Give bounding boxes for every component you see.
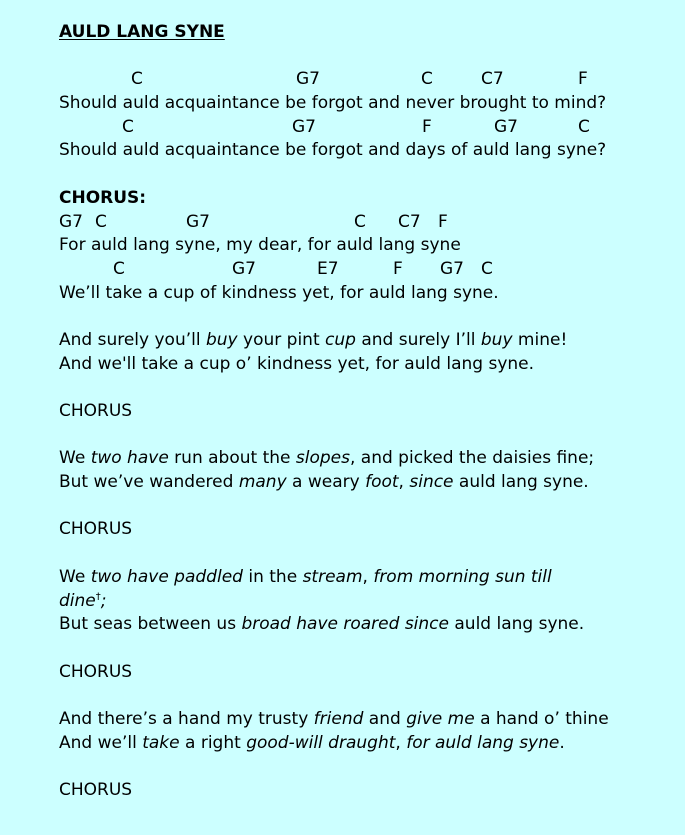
- footnote-dagger: †: [95, 590, 101, 602]
- lyric-emphasis: foot: [365, 472, 399, 493]
- chord: G7: [59, 211, 83, 232]
- chord: F: [438, 211, 448, 232]
- chord-row: [59, 116, 679, 140]
- lyric-line: [59, 566, 679, 590]
- lyric-emphasis: friend: [313, 708, 364, 729]
- lyric-text: And surely you’ll: [59, 329, 206, 350]
- spacer: [59, 495, 679, 519]
- lyric-emphasis: many: [238, 472, 287, 493]
- lyric-line: And we'll take a cup o’ kindness yet, for auld lang syne.: [59, 353, 535, 374]
- lyric-text: your pint: [237, 329, 326, 350]
- lyric-emphasis: broad have roared since: [241, 614, 449, 635]
- lyric-text: and surely I’ll: [355, 329, 481, 350]
- lyric-text: And there’s a hand my trusty: [59, 708, 314, 729]
- lyric-text: But we’ve wandered: [59, 472, 239, 493]
- chord: C: [354, 211, 366, 232]
- lyric-text: run about the: [168, 448, 296, 469]
- spacer: [59, 376, 679, 400]
- lyric-line: [59, 708, 679, 732]
- chord-row: [59, 68, 679, 92]
- lyric-line: For auld lang syne, my dear, for auld lang syne: [59, 235, 461, 256]
- chorus-heading: CHORUS:: [59, 187, 147, 208]
- chord: G7: [494, 116, 518, 137]
- spacer: [59, 424, 679, 448]
- lyric-text: in the: [242, 566, 303, 587]
- lyric-emphasis: slopes: [295, 448, 350, 469]
- lyric-emphasis: buy: [480, 329, 513, 350]
- lyric-text: ,: [395, 732, 407, 753]
- lyric-emphasis: stream: [302, 566, 363, 587]
- spacer: [59, 45, 679, 69]
- lyric-text: ,: [398, 472, 410, 493]
- spacer: [59, 305, 679, 329]
- spacer: [59, 684, 679, 708]
- lyric-emphasis: dine: [59, 590, 96, 611]
- lyric-emphasis: take: [142, 732, 180, 753]
- lyric-text: We: [59, 448, 91, 469]
- chorus-label: CHORUS: [59, 661, 133, 682]
- spacer: [59, 542, 679, 566]
- song-title: AULD LANG SYNE: [59, 22, 225, 42]
- chord: G7: [292, 116, 316, 137]
- lyric-line: [59, 613, 679, 637]
- lyric-emphasis: two have: [90, 448, 169, 469]
- lyric-line: [59, 732, 679, 756]
- lyric-line: Should auld acquaintance be forgot and never brought to mind?: [59, 93, 607, 114]
- lyric-text: and: [363, 708, 407, 729]
- lyric-emphasis: two have paddled: [90, 566, 243, 587]
- chord-row: [59, 211, 679, 235]
- lyric-line: We’ll take a cup of kindness yet, for auld lang syne.: [59, 282, 499, 303]
- lyric-emphasis: ;: [100, 590, 107, 611]
- lyric-text: But seas between us: [59, 614, 242, 635]
- lyric-text: ,: [362, 566, 374, 587]
- lyric-line: [59, 329, 679, 353]
- chord-row: [59, 258, 679, 282]
- lyric-line: [59, 590, 679, 614]
- chord: C: [113, 258, 125, 279]
- chord: C: [481, 258, 493, 279]
- lyric-text: , and picked the daisies fine;: [349, 448, 595, 469]
- lyric-text: auld lang syne.: [453, 472, 589, 493]
- lyric-line: Should auld acquaintance be forgot and days of auld lang syne?: [59, 140, 607, 161]
- spacer: [59, 163, 679, 187]
- lyric-line: [59, 447, 679, 471]
- chord: C: [131, 69, 143, 90]
- lyric-line: [59, 471, 679, 495]
- chord: F: [578, 69, 588, 90]
- chord: E7: [317, 258, 339, 279]
- lyric-emphasis: cup: [325, 329, 356, 350]
- chord: C: [95, 211, 107, 232]
- lyric-emphasis: give me: [406, 708, 475, 729]
- chorus-label: CHORUS: [59, 401, 133, 421]
- chord: C7: [481, 69, 504, 90]
- chord: F: [393, 258, 403, 279]
- spacer: [59, 637, 679, 661]
- lyric-text: .: [559, 732, 565, 753]
- chord: G7: [296, 69, 320, 90]
- chorus-label: CHORUS: [59, 519, 133, 540]
- lyric-text: We: [59, 566, 91, 587]
- lyrics-sheet: [59, 21, 679, 803]
- chord: C: [578, 116, 590, 137]
- lyric-text: a weary: [286, 472, 366, 493]
- chord: G7: [440, 258, 464, 279]
- chord: F: [422, 116, 432, 137]
- chorus-label: CHORUS: [59, 780, 133, 800]
- chord: G7: [232, 258, 256, 279]
- chord: C: [122, 116, 134, 137]
- lyric-emphasis: good-will draught: [246, 732, 396, 753]
- lyric-emphasis: for auld lang syne: [406, 732, 560, 753]
- chord: C: [421, 69, 433, 90]
- lyric-text: a hand o’ thine: [474, 708, 609, 729]
- lyric-emphasis: since: [409, 472, 454, 493]
- lyric-emphasis: from morning sun till: [373, 566, 552, 587]
- spacer: [59, 755, 679, 779]
- chord: C7: [398, 211, 421, 232]
- chord: G7: [186, 211, 210, 232]
- lyric-text: a right: [179, 732, 247, 753]
- lyric-emphasis: buy: [205, 329, 238, 350]
- lyric-text: And we’ll: [59, 732, 143, 753]
- lyric-text: auld lang syne.: [448, 614, 585, 635]
- lyric-text: mine!: [512, 329, 568, 350]
